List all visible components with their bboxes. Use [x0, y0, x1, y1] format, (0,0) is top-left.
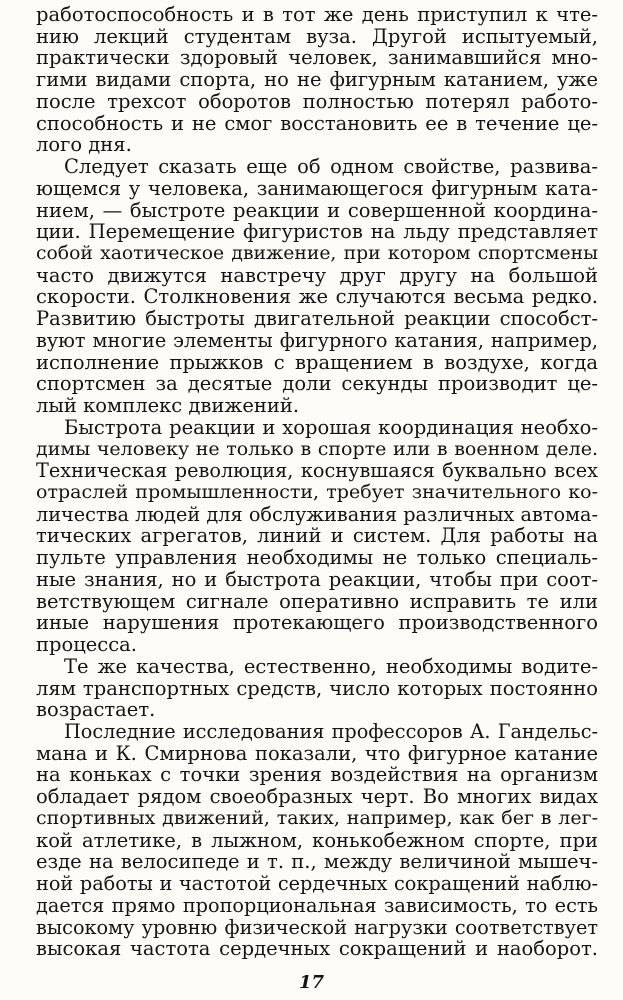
text-line: Быстрота реакции и хорошая координация необхо- — [64, 415, 598, 439]
text-line: ной работы и частотой сердечных сокращений наблю- — [36, 872, 598, 896]
text-line: личества людей для обслуживания различных автома- — [36, 502, 598, 526]
text-line: тических агрегатов, линий и систем. Для работы на — [36, 524, 598, 548]
text-line: Последние исследования профессоров А. Гандельс- — [64, 720, 598, 743]
text-line: спортсмен за десятые доли секунды производит це- — [36, 372, 598, 396]
text-line: возрастает. — [36, 698, 156, 722]
text-line: Развитию быстроты двигательной реакции способст- — [36, 307, 598, 331]
text-line: лый комплекс движений. — [36, 394, 300, 418]
text-line: Техническая революция, коснувшаяся буквально всех — [36, 459, 598, 483]
text-line: кой атлетике, в лыжном, конькобежном спорте, при — [36, 828, 598, 852]
text-line: ные знания, но и быстрота реакции, чтобы при соот- — [36, 567, 598, 591]
text-line: исполнение прыжков с вращением в воздухе, когда — [36, 350, 598, 374]
text-line: иные нарушения протекающего производственного — [36, 611, 598, 635]
text-line: димы человеку не только в спорте или в военном деле. — [36, 437, 598, 460]
text-line: лого дня. — [36, 133, 132, 157]
text-line: нию лекций студентам вуза. Другой испытуемый, — [36, 24, 598, 48]
text-line: практически здоровый человек, занимавшийся мно- — [36, 46, 598, 70]
text-line: скорости. Столкновения же случаются весьма редко. — [36, 285, 598, 309]
text-line: Следует сказать еще об одном свойстве, развива- — [64, 155, 598, 179]
text-line: работоспособность и в тот же день приступил к чте- — [36, 3, 598, 26]
text-line: дается прямо пропорциональная зависимость, то есть — [36, 893, 598, 917]
text-line: способность и не смог восстановить ее в течение це- — [36, 111, 598, 135]
text-line: нием, — быстроте реакции и совершенной координа- — [36, 198, 598, 222]
text-line: часто движутся навстречу друг другу на большой — [36, 263, 598, 287]
text-line: после трехсот оборотов полностью потерял работо- — [36, 89, 598, 113]
text-line: спортивных движений, таких, например, как бег в лег- — [36, 806, 598, 829]
page-number: 17 — [298, 972, 325, 993]
text-line: собой хаотическое движение, при котором спортсмены — [36, 243, 598, 264]
text-line: пульте управления необходимы не только специаль- — [36, 546, 598, 570]
text-line: ющемся у человека, занимающегося фигурным ката- — [36, 176, 598, 200]
text-line: лям транспортных средств, число которых постоянно — [36, 676, 598, 700]
text-line: мана и К. Смирнова показали, что фигурное катание — [36, 741, 598, 765]
text-line: ветствующем сигнале оперативно исправить те или — [36, 589, 598, 613]
text-line: езде на велосипеде и т. п., между величиной мышеч- — [36, 850, 598, 874]
text-line: на коньках с точки зрения воздействия на организм — [36, 763, 598, 787]
text-line: высокому уровню физической нагрузки соответствует — [36, 915, 598, 939]
text-line: обладает рядом своеобразных черт. Во многих видах — [36, 785, 598, 809]
text-line: отраслей промышленности, требует значительного ко- — [36, 481, 598, 503]
text-line: Те же качества, естественно, необходимы водите- — [64, 654, 598, 678]
text-line: высокая частота сердечных сокращений и наоборот. — [36, 937, 598, 961]
text-line: ции. Перемещение фигуристов на льду представляет — [36, 220, 598, 244]
text-line: вуют многие элементы фигурного катания, например, — [36, 328, 598, 352]
text-line: гими видами спорта, но не фигурным катанием, уже — [36, 68, 598, 92]
text-line: процесса. — [36, 633, 137, 657]
